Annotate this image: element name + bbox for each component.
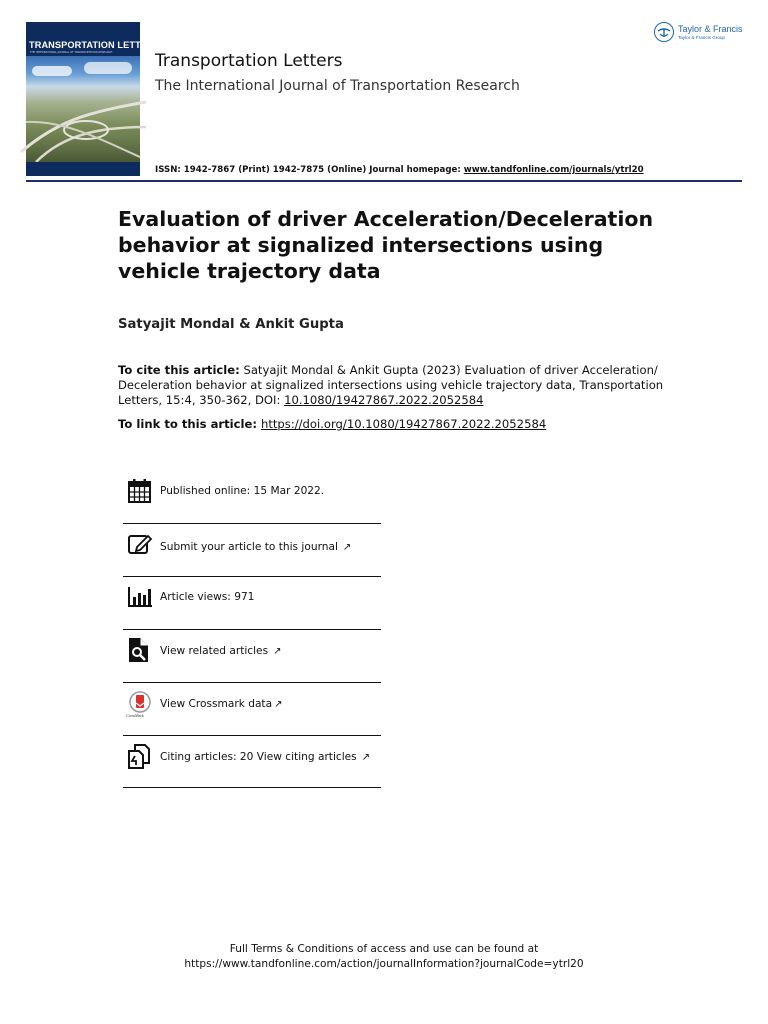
- cover-title: TRANSPORTATION LETTERS: [29, 40, 160, 50]
- published-row: [123, 478, 381, 518]
- external-link-icon: ↗: [342, 542, 352, 553]
- article-views: Article views: 971: [160, 591, 255, 603]
- link-label: To link to this article:: [118, 417, 257, 431]
- divider: [123, 576, 381, 577]
- crossmark-label: View Crossmark data: [160, 698, 273, 710]
- cover-cloud: [32, 66, 72, 76]
- footer: [0, 942, 768, 972]
- submit-label: Submit your article to this journal: [160, 541, 338, 553]
- published-date: Published online: 15 Mar 2022.: [160, 485, 325, 497]
- external-link-icon: ↗: [273, 646, 282, 657]
- citing-row[interactable]: [123, 743, 381, 783]
- citing-articles-link[interactable]: [160, 751, 370, 763]
- divider: [123, 735, 381, 736]
- external-link-icon: ↗: [274, 699, 283, 710]
- crossmark-row[interactable]: [123, 691, 381, 731]
- journal-subtitle: The International Journal of Transportation Research: [155, 78, 520, 94]
- cite-text: Satyajit Mondal & Ankit Gupta (2023) Evaluation of driver Acceleration/ Deceleration behavior at signalized intersections using vehicle trajectory data, Transportation Letters, 15:4, 350-362, DOI:: [118, 363, 664, 407]
- views-row: [123, 584, 381, 624]
- crossmark-logo-text: CrossMark: [126, 713, 144, 718]
- citing-label: Citing articles: 20 View citing articles: [160, 751, 357, 763]
- footer-terms-link[interactable]: https://www.tandfonline.com/action/journalInformation?journalCode=ytrl20: [184, 958, 584, 970]
- header-divider: [26, 180, 742, 182]
- article-title: Evaluation of driver Acceleration/Deceleration behavior at signalized intersections using vehicle trajectory data: [118, 207, 654, 283]
- external-link-icon: ↗: [361, 752, 371, 763]
- article-doi-link[interactable]: https://doi.org/10.1080/19427867.2022.2052584: [260, 417, 547, 431]
- journal-title: Transportation Letters: [155, 51, 343, 71]
- divider: [123, 629, 381, 630]
- citing-articles-icon: [127, 743, 153, 769]
- cite-doi-link[interactable]: 10.1080/19427867.2022.2052584: [284, 393, 484, 407]
- cover-bottom-strip: [26, 162, 140, 176]
- journal-homepage-link[interactable]: www.tandfonline.com/journals/ytrl20: [463, 165, 644, 175]
- issn-text: ISSN: 1942-7867 (Print) 1942-7875 (Online) Journal homepage:: [155, 165, 464, 175]
- journal-cover: [26, 22, 160, 176]
- related-articles-link[interactable]: [160, 645, 282, 657]
- cover-highway-illustration: [26, 82, 140, 162]
- bar-chart-icon: [127, 584, 153, 610]
- link-block: [118, 417, 546, 431]
- divider: [123, 787, 381, 788]
- related-row[interactable]: [123, 637, 381, 677]
- divider: [123, 523, 381, 524]
- footer-terms-text: Full Terms & Conditions of access and use can be found at: [229, 943, 539, 955]
- cite-label: To cite this article:: [118, 363, 240, 377]
- cover-cloud: [84, 62, 132, 74]
- submit-article-link[interactable]: [160, 541, 351, 553]
- calendar-icon: [127, 478, 153, 504]
- crossmark-link[interactable]: [160, 698, 282, 710]
- publisher-logo-icon: [654, 22, 674, 42]
- document-search-icon: [127, 637, 153, 663]
- cover-subtitle: THE INTERNATIONAL JOURNAL OF TRANSPORTATION RESEARCH: [30, 51, 113, 54]
- issn-line: [155, 165, 644, 175]
- submit-row[interactable]: [123, 532, 381, 572]
- divider: [123, 682, 381, 683]
- publisher-name: Taylor & Francis: [678, 24, 743, 34]
- edit-icon: [127, 532, 153, 558]
- citation-block: [118, 363, 678, 408]
- publisher-group: Taylor & Francis Group: [678, 35, 725, 40]
- related-label: View related articles: [160, 645, 269, 657]
- article-authors[interactable]: Satyajit Mondal & Ankit Gupta: [118, 317, 344, 332]
